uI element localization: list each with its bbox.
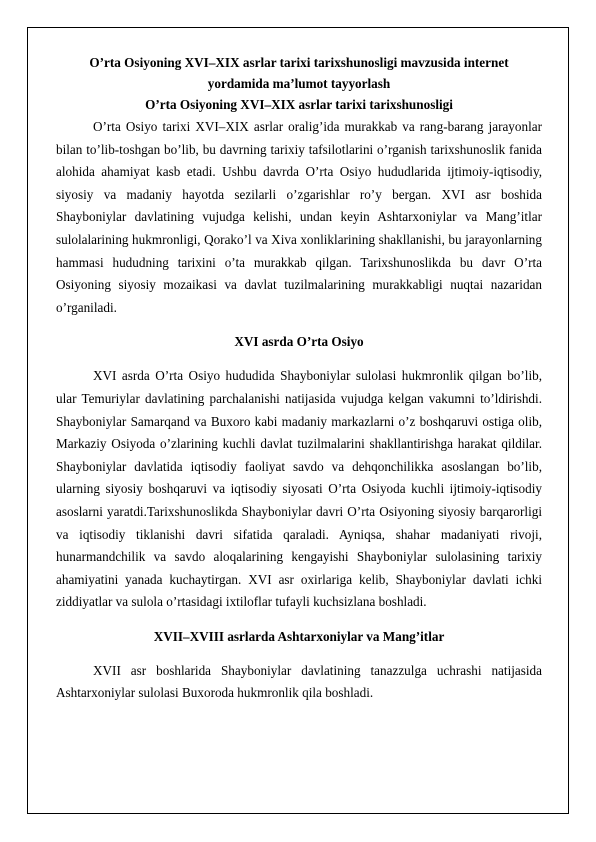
paragraph-intro: O’rta Osiyo tarixi XVI–XIX asrlar oralig’ida murakkab va rang-barang jarayonlar bilan to’lib-toshgan bo’lib, bu davrning tarixiy tafsilotlarini o’rganish tarixshunoslik fanida alohida ahamiyat kasb etadi. Ushbu davrda O’rta Osiyo hududlarida ijtimoiy-iqtisodiy, siyosiy va madaniy hayotda sezilarli o’zgarishlar ro’y bergan. XVI asr boshida Shayboniylar davlatining vujudga kelishi, undan keyin Ashtarxoniylar va Mang’itlar sulolalarining hukmronligi, Qorako’l va Xiva xonliklarining shakllanishi, bu jarayonlarning hammasi hududning tarixini o’ta murakkab qilgan. Tarixshunoslikda bu davr O’rta Osiyoning siyosiy mozaikasi va davlat tuzilmalarining murakkabligi nuqtai nazaridan o’rganiladi. [56,119,542,315]
document-subtitle: O’rta Osiyoning XVI–XIX asrlar tarixi tarixshunosligi [145,97,453,112]
document-title: O’rta Osiyoning XVI–XIX asrlar tarixi tarixshunosligi mavzusida internet yordamida ma’lumot tayyorlash [89,55,509,91]
document-body [56,52,542,705]
section-heading-xvii-xviii: XVII–XVIII asrlarda Ashtarxoniylar va Mang’itlar [153,628,445,644]
section-heading-xvi: XVI asrda O’rta Osiyo [234,334,364,350]
paragraph-xvi: XVI asrda O’rta Osiyo hududida Shayboniylar sulolasi hukmronlik qilgan bo’lib, ular Temuriylar davlatining parchalanishi natijasida vujudga kelgan vakumni to’ldirishdi. Shayboniylar Samarqand va Buxoro kabi madaniy markazlarni o’z boshqaruvi ostiga olib, Markaziy Osiyoda o’zlarining kuchli davlat tuzilmalarini shakllantirishga harakat qildilar. Shayboniylar davlatida iqtisodiy faoliyat savdo va dehqonchilikka asoslangan bo’lib, ularning siyosiy boshqaruvi va iqtisodiy siyosati O’rta Osiyoda kuchli ijtimoiy-iqtisodiy asoslarni yaratdi.Tarixshunoslikda Shayboniylar davri O’rta Osiyoning siyosiy barqarorligi va iqtisodiy tiklanishi davri sifatida qaraladi. Ayniqsa, shahar madaniyati rivoji, hunarmandchilik va savdo aloqalarining kengayishi Shayboniylar sulolasining tarixiy ahamiyatini yanada kuchaytirgan. XVI asr oxirlariga kelib, Shayboniylar davlati ichki ziddiyatlar va sulola o’rtasidagi ixtiloflar tufayli kuchsizlana boshladi. [56,368,542,610]
paragraph-xvii: XVII asr boshlarida Shayboniylar davlatining tanazzulga uchrashi natijasida Ashtarxoniylar sulolasi Buxoroda hukmronlik qila boshladi. [56,662,542,701]
